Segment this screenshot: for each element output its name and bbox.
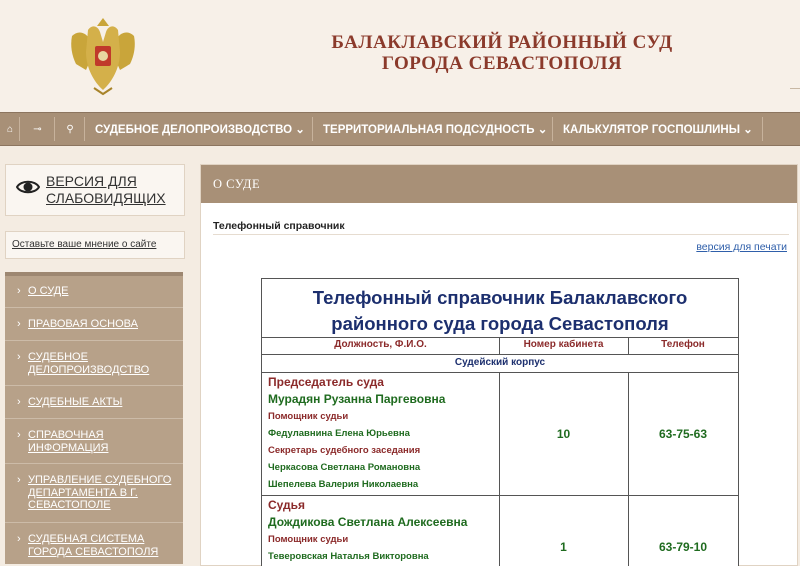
chevron-right-icon: › <box>17 351 21 363</box>
divider <box>5 463 183 464</box>
section-header <box>201 165 797 203</box>
column-header-room: Номер кабинета <box>523 339 604 350</box>
position-title: Судья <box>268 498 306 512</box>
sidebar-item-label: ПРАВОВАЯ ОСНОВА <box>28 318 138 330</box>
table-row-border <box>262 337 738 338</box>
staff-role: Секретарь судебного заседания <box>268 445 421 456</box>
column-header-position: Должность, Ф.И.О. <box>334 339 427 350</box>
nav-label: ТЕРРИТОРИАЛЬНАЯ ПОДСУДНОСТЬ ⌄ <box>323 124 548 136</box>
group-header-judges: Судейский корпус <box>454 357 546 368</box>
court-title-line2: ГОРОДА СЕВАСТОПОЛЯ <box>381 53 623 74</box>
nav-label: СУДЕБНОЕ ДЕЛОПРОИЗВОДСТВО ⌄ <box>95 124 305 136</box>
column-header-phone: Телефон <box>661 339 705 350</box>
staff-name: Шепелева Валерия Николаевна <box>268 479 419 490</box>
chevron-right-icon: › <box>17 533 21 545</box>
sidebar-item-label: УПРАВЛЕНИЕ СУДЕБНОГО ДЕПАРТАМЕНТА В Г. СЕВАСТОПОЛЕ <box>28 474 172 511</box>
chevron-right-icon: › <box>17 474 21 486</box>
sidebar-menu <box>5 272 183 564</box>
main-nav <box>0 112 800 146</box>
court-title-line1: БАЛАКЛАВСКИЙ РАЙОННЫЙ СУД <box>331 32 673 53</box>
sidebar-item-label: СУДЕБНЫЕ АКТЫ <box>28 396 123 408</box>
staff-role: Помощник судьи <box>268 411 349 422</box>
feedback-label: Оставьте ваше мнение о сайте <box>12 239 157 250</box>
home-icon[interactable]: ⌂ <box>0 113 20 145</box>
low-vision-version-button[interactable] <box>5 164 185 216</box>
print-version-link[interactable]: версия для печати <box>696 241 787 253</box>
feedback-link[interactable] <box>5 231 185 259</box>
chevron-right-icon: › <box>17 396 21 408</box>
phone-number: 63-79-10 <box>658 540 708 554</box>
table-row-border <box>262 354 738 355</box>
phone-number: 63-75-63 <box>658 427 708 441</box>
eye-icon <box>16 178 40 196</box>
staff-name: Черкасова Светлана Романовна <box>268 462 421 473</box>
staff-name: Федулавнина Елена Юрьевна <box>268 428 410 439</box>
low-vision-label: ВЕРСИЯ ДЛЯ СЛАБОВИДЯЩИХ <box>46 173 166 206</box>
sidebar-item-label: СПРАВОЧНАЯ ИНФОРМАЦИЯ <box>28 429 109 454</box>
directory-title <box>262 285 738 337</box>
room-number: 10 <box>556 427 571 441</box>
column-border <box>628 372 629 566</box>
search-icon[interactable]: ⚲ <box>55 113 85 145</box>
directory-title-line2: районного суда города Севастополя <box>331 313 669 334</box>
header-divider <box>790 88 800 89</box>
sidebar-item-label: СУДЕБНАЯ СИСТЕМА ГОРОДА СЕВАСТОПОЛЯ <box>28 533 159 558</box>
room-number: 1 <box>560 540 567 554</box>
site-header <box>0 0 800 112</box>
table-row <box>268 373 496 495</box>
main-content <box>200 164 798 566</box>
table-row <box>268 496 496 566</box>
sidebar-item-label: О СУДЕ <box>28 285 69 297</box>
divider <box>5 385 183 386</box>
sidebar-item-label: СУДЕБНОЕ ДЕЛОПРОИЗВОДСТВО <box>28 351 150 376</box>
divider <box>5 307 183 308</box>
nav-label: КАЛЬКУЛЯТОР ГОСПОШЛИНЫ ⌄ <box>563 124 753 136</box>
page-subtitle: Телефонный справочник <box>213 220 345 232</box>
russian-coat-of-arms-icon[interactable] <box>64 12 142 96</box>
staff-role: Помощник судьи <box>268 534 349 545</box>
sitemap-icon[interactable]: ⊸ <box>20 113 55 145</box>
column-border <box>499 372 500 566</box>
chevron-right-icon: › <box>17 318 21 330</box>
nav-item-fee-calculator[interactable] <box>553 113 763 145</box>
divider <box>213 234 789 235</box>
judge-name: Мурадян Рузанна Паргевовна <box>268 392 446 406</box>
position-title: Председатель суда <box>268 375 384 389</box>
judge-name: Дождикова Светлана Алексеевна <box>268 515 468 529</box>
staff-name: Теверовская Наталья Викторовна <box>268 551 429 562</box>
nav-item-territorial-jurisdiction[interactable] <box>313 113 553 145</box>
section-title: О СУДЕ <box>213 177 261 191</box>
phone-directory-table <box>261 278 739 566</box>
divider <box>5 418 183 419</box>
sidebar-menu-top-bar <box>5 272 183 276</box>
divider <box>5 522 183 523</box>
court-title <box>312 32 692 74</box>
chevron-right-icon: › <box>17 429 21 441</box>
directory-title-line1: Телефонный справочник Балаклавского <box>312 287 688 308</box>
nav-item-judicial-proceedings[interactable] <box>85 113 313 145</box>
divider <box>5 340 183 341</box>
chevron-right-icon: › <box>17 285 21 297</box>
